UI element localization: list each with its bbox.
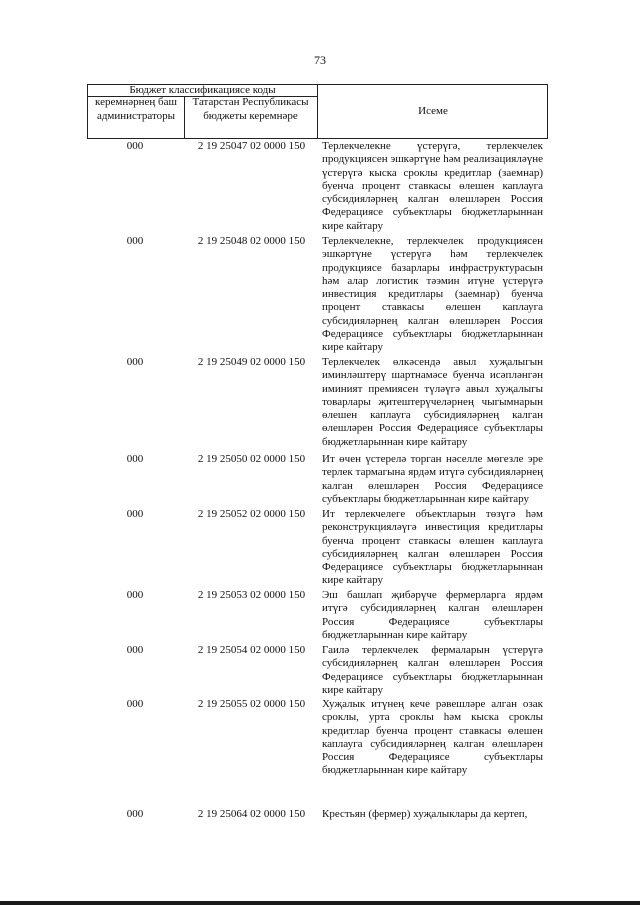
admin-code: 000 [126,808,144,820]
admin-code: 000 [126,698,144,710]
budget-code: 2 19 25064 02 0000 150 [197,808,306,820]
page-number: 73 [314,53,326,67]
header-budget-code-group: Бюджет классификациясе коды [88,85,318,97]
row-name: Терлекчелек өлкәсендә авыл хуҗалыгын иминләштерү шартнамәсе буенча исәпләнгән иминият премиясен түләүгә авыл хуҗалыгы товарлары җитештерүчеләрнең чыгымнарын өлешен каплауга субсидияләрнең калган өлешләрен Россия Федерациясе субъектлары бюджетларыннан кире кайтару [322,356,543,448]
budget-code: 2 19 25053 02 0000 150 [197,589,306,601]
row-name: Ит өчен үстерелә торган нәселле мөгезле эре терлек тармагына ярдәм итүгә субсидияләрнең калган өлешләрен Россия Федерациясе субъектлары бюджетларыннан кире кайтару [322,453,543,505]
header-name-column: Исеме [418,105,448,117]
budget-code: 2 19 25049 02 0000 150 [197,356,306,368]
budget-code: 2 19 25048 02 0000 150 [197,235,306,247]
admin-code: 000 [126,508,144,520]
budget-code: 2 19 25050 02 0000 150 [197,453,306,465]
table-header [87,84,548,139]
budget-code: 2 19 25047 02 0000 150 [197,140,306,152]
row-name: Крестьян (фермер) хуҗалыклары да кертеп, [322,808,528,820]
row-name: Терлекчелекне, терлекчелек продукциясен эшкәртүне үстерүгә һәм терлекчелек продукциясе базарлары инфраструктурасын һәм алар логистик тәэмин итүне үстерүгә инвестиция кредитлары (заемнар) буенча процент ставкасы өлешен каплауга субсидияләрнең калган өлешләрен Россия Федерациясе субъектлары бюджетларыннан кире кайтару [322,235,543,354]
row-name: Ит терлекчелеге объектларын төзүгә һәм реконструкцияләүгә инвестиция кредитлары буенча процент ставкасы өлешен каплауга субсидияләрнең калган өлешләрен Россия Федерациясе субъектлары бюджетларыннан кире кайтару [322,508,543,587]
row-name: Эш башлап җибәрүче фермерларга ярдәм итүгә субсидияләрнең калган өлешләрен Россия Федерациясе субъектлары бюджетларыннан кире кайтару [322,589,543,641]
admin-code: 000 [126,453,144,465]
scan-edge-bar [0,901,640,905]
row-name: Хуҗалык итүнең кече рәвешләре алган озак сроклы, урта сроклы һәм кыска сроклы кредитлар буенча процент ставкасы өлешен каплауга субсидияләрнең калган өлешләрен Россия Федерациясе субъектлары бюджетларыннан кире кайтару [322,698,543,777]
row-name: Терлекчелекне үстерүгә, терлекчелек продукциясен эшкәртүне һәм реализацияләүне үстерүгә кыска сроклы кредитлар (заемнар) буенча процент ставкасы өлешен каплауга субсидияләрнең калган өлешләрен Россия Федерациясе субъектлары бюджетларыннан кире кайтару [322,140,543,232]
admin-code: 000 [126,235,144,247]
admin-code: 000 [126,140,144,152]
header-code-column: Татарстан Республикасы бюджеты керемнәре [184,96,318,138]
budget-code: 2 19 25052 02 0000 150 [197,508,306,520]
admin-code: 000 [126,589,144,601]
admin-code: 000 [126,356,144,368]
budget-code: 2 19 25055 02 0000 150 [197,698,306,710]
header-admin-column: керемнәрнең баш администраторы [88,96,185,138]
admin-code: 000 [126,644,144,656]
budget-code: 2 19 25054 02 0000 150 [197,644,306,656]
row-name: Гаилә терлекчелек фермаларын үстерүгә субсидияләрнең калган өлешләрен Россия Федерациясе субъектлары бюджетларыннан кире кайтару [322,644,543,696]
